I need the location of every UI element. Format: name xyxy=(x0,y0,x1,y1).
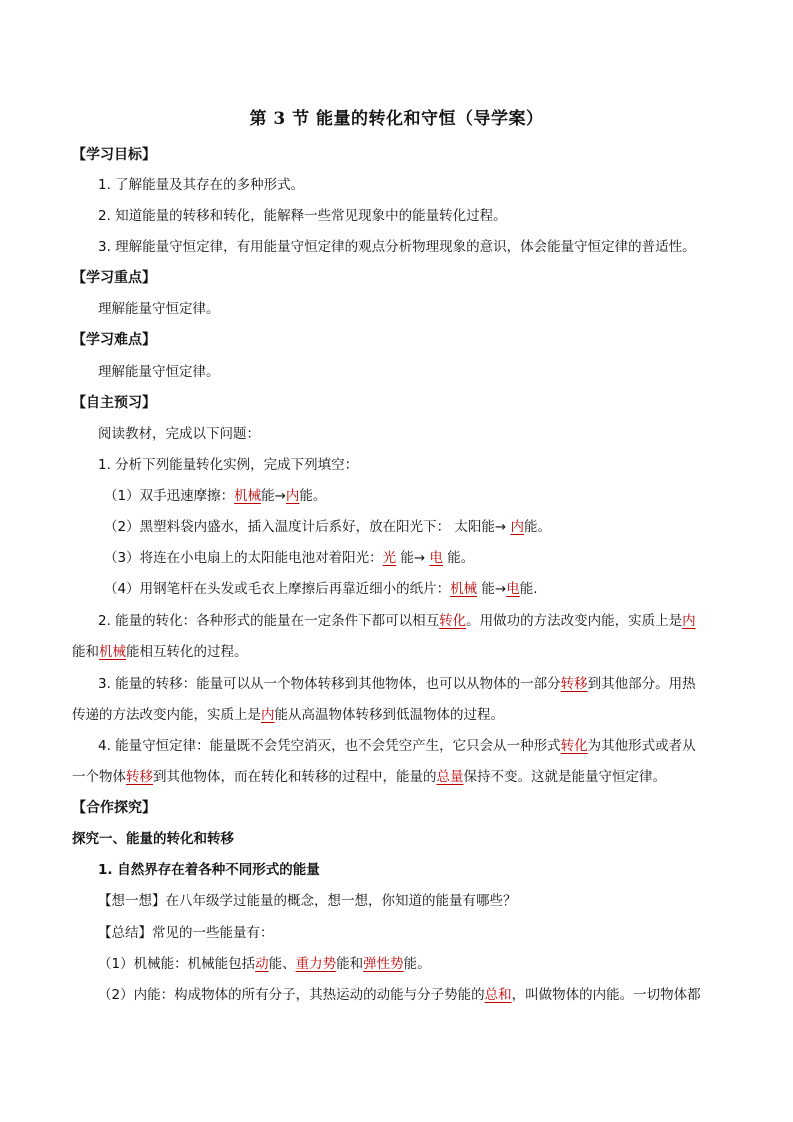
answer-blank: 内 xyxy=(285,488,300,504)
answer-blank: 重力势 xyxy=(295,956,337,972)
goal-item: 2. 知道能量的转移和转化，能解释一些常见现象中的能量转化过程。 xyxy=(98,208,507,224)
answer-blank: 总和 xyxy=(484,987,512,1003)
internal-energy-item: （2）内能：构成物体的所有分子，其热运动的动能与分子势能的总和，叫做物体的内能。一切物体都 xyxy=(98,987,701,1003)
summary-label: 【总结】常见的一些能量有： xyxy=(98,925,274,941)
think-prompt: 【想一想】在八年级学过能量的概念，想一想，你知道的能量有哪些？ xyxy=(98,893,517,909)
answer-blank: 弹性势 xyxy=(363,956,404,972)
key-text: 理解能量守恒定律。 xyxy=(98,301,220,317)
answer-blank: 光 xyxy=(382,550,397,566)
answer-blank: 机械 xyxy=(450,581,478,597)
answer-blank: 总量 xyxy=(436,769,464,785)
preview-question-1: 1. 分析下列能量转化实例，完成下列填空： xyxy=(98,457,359,473)
preview-question-2: 2. 能量的转化：各种形式的能量在一定条件下都可以相互转化。用做功的方法改变内能，实质上是内 xyxy=(98,613,696,629)
fill-item-2: （2）黑塑料袋内盛水，插入温度计后系好，放在阳光下： 太阳能→ 内能。 xyxy=(104,519,551,535)
answer-blank: 内 xyxy=(682,613,696,629)
answer-blank: 转移 xyxy=(126,769,153,785)
preview-question-2-cont: 能和机械能相互转化的过程。 xyxy=(72,644,248,660)
fill-item-3: （3）将连在小电扇上的太阳能电池对着阳光：光 能→ 电 能。 xyxy=(104,550,475,566)
answer-blank: 转化 xyxy=(560,738,588,754)
section-heading-difficulty: 【学习难点】 xyxy=(72,332,156,348)
section-heading-coop: 【合作探究】 xyxy=(72,800,156,816)
answer-blank: 机械 xyxy=(99,644,126,660)
explore-heading: 探究一、能量的转化和转移 xyxy=(72,831,234,847)
section-heading-key: 【学习重点】 xyxy=(72,270,156,286)
section-heading-goals: 【学习目标】 xyxy=(72,147,156,163)
preview-question-3: 3. 能量的转移：能量可以从一个物体转移到其他物体，也可以从物体的一部分转移到其他部分。用热 xyxy=(98,676,696,692)
preview-intro: 阅读教材，完成以下问题： xyxy=(98,426,260,442)
goal-item: 3. 理解能量守恒定律，有用能量守恒定律的观点分析物理现象的意识，体会能量守恒定律的普适性。 xyxy=(98,239,696,255)
answer-blank: 动 xyxy=(255,956,269,972)
fill-item-1: （1）双手迅速摩擦：机械能→内能。 xyxy=(104,488,327,504)
answer-blank: 电 xyxy=(429,550,443,566)
answer-blank: 内 xyxy=(261,707,275,723)
goal-item: 1. 了解能量及其存在的多种形式。 xyxy=(98,177,305,193)
answer-blank: 内 xyxy=(510,519,524,535)
page-title: 第 3 节 能量的转化和守恒（导学案） xyxy=(249,109,544,129)
answer-blank: 电 xyxy=(506,581,520,597)
fill-item-4: （4）用钢笔杆在头发或毛衣上摩擦后再靠近细小的纸片：机械 能→电能. xyxy=(104,581,538,597)
preview-question-4-cont: 一个物体转移到其他物体，而在转化和转移的过程中，能量的总量保持不变。这就是能量守恒定律。 xyxy=(72,769,666,785)
difficulty-text: 理解能量守恒定律。 xyxy=(98,364,220,380)
preview-question-3-cont: 传递的方法改变内能，实质上是内能从高温物体转移到低温物体的过程。 xyxy=(72,707,504,723)
section-heading-preview: 【自主预习】 xyxy=(72,395,156,411)
mechanical-energy-item: （1）机械能：机械能包括动能、重力势能和弹性势能。 xyxy=(98,956,431,972)
sub-heading: 1. 自然界存在着各种不同形式的能量 xyxy=(98,862,320,878)
answer-blank: 转化 xyxy=(439,613,467,629)
answer-blank: 转移 xyxy=(560,676,588,692)
preview-question-4: 4. 能量守恒定律：能量既不会凭空消灭，也不会凭空产生，它只会从一种形式转化为其他形式或者从 xyxy=(98,738,696,754)
answer-blank: 机械 xyxy=(234,488,262,504)
